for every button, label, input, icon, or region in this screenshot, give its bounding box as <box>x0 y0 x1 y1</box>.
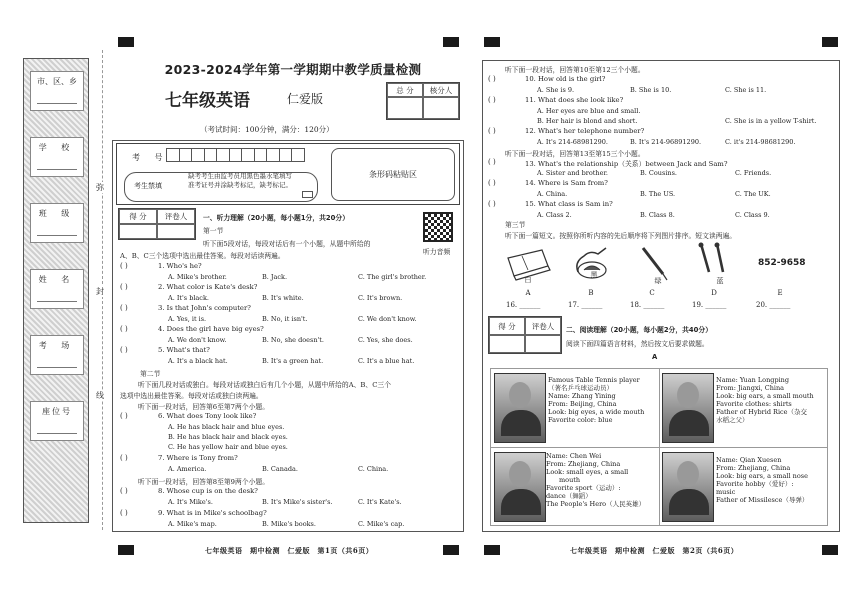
total-score-box <box>386 82 460 120</box>
side-label: 座位号 <box>42 407 72 416</box>
answer-blank[interactable]: ( ) <box>120 487 128 495</box>
qr-code <box>423 212 453 242</box>
answer-blank-18[interactable]: 18. ______ <box>630 301 665 309</box>
option-c: C. China. <box>358 465 389 473</box>
option-c: C. He has yellow hair and blue eyes. <box>168 443 288 451</box>
exam-number-label: 考 号 <box>132 153 169 162</box>
option-a: A. China. <box>537 190 568 198</box>
question-text: 4. Does the girl have big eyes? <box>158 325 264 333</box>
exam-number-grid[interactable] <box>166 148 304 162</box>
answer-blank[interactable]: ( ) <box>488 127 496 135</box>
option-c: C. It's Kate's. <box>358 498 402 506</box>
photo-qian-xuesen <box>662 452 714 522</box>
picture-d-char: 蓝 <box>716 277 724 285</box>
option-a: A. Class 2. <box>537 211 572 219</box>
answer-blank[interactable]: ( ) <box>120 412 128 420</box>
sec2-instruction: 听下面几段对话或独白。每段对话或独白后有几个小题，从题中所给的A、B、C三个 <box>138 381 391 389</box>
profile-line: Famous Table Tennis player <box>548 376 640 384</box>
option-b: B. He has black hair and black eyes. <box>168 433 288 441</box>
exam-info: （考试时间：100分钟，满分：120分） <box>200 125 334 134</box>
question-text: 7. Where is Tony from? <box>158 454 238 462</box>
registration-mark <box>118 37 134 47</box>
profile-line: Favorite hobby（爱好）: <box>716 480 794 488</box>
profile-line: Look: big ears, a small nose <box>716 472 808 480</box>
profile-line: Name: Qian Xuesen <box>716 456 782 464</box>
score-field[interactable] <box>489 335 525 353</box>
answer-blank[interactable]: ( ) <box>488 96 496 104</box>
binding-char-3: 线 <box>96 391 104 400</box>
option-c: C. Yes, she does. <box>358 336 413 344</box>
answer-blank-19[interactable]: 19. ______ <box>692 301 727 309</box>
profile-chen-wei <box>546 452 645 508</box>
answer-blank[interactable]: ( ) <box>120 304 128 312</box>
answer-blank-16[interactable]: 16. ______ <box>506 301 541 309</box>
side-field-seat <box>30 401 84 441</box>
profile-line: Look: small eyes, a small <box>546 468 629 476</box>
answer-blank[interactable]: ( ) <box>488 158 496 166</box>
profile-line: Father of Missilesce（导弹） <box>716 496 809 504</box>
option-a: A. Her eyes are blue and small. <box>537 107 641 115</box>
answer-blank[interactable]: ( ) <box>120 325 128 333</box>
profile-line: 水稻之父） <box>716 416 749 424</box>
profile-line: From: Zhejiang, China <box>716 464 791 472</box>
side-label: 考 场 <box>38 341 76 350</box>
answer-blank[interactable]: ( ) <box>488 179 496 187</box>
profile-line: （著名乒乓球运动员） <box>548 384 613 392</box>
student-info-strip <box>23 58 89 523</box>
registration-mark <box>822 545 838 555</box>
option-a: A. He has black hair and blue eyes. <box>168 423 285 431</box>
total-label: 总 分 <box>387 83 423 97</box>
grader-label: 评卷人 <box>157 209 195 224</box>
question-text: 15. What class is Sam in? <box>525 200 613 208</box>
profile-line: mouth <box>546 476 581 484</box>
instruction-10: 听下面一段对话，回答第10至第12三个小题。 <box>505 66 645 74</box>
option-a: A. We don't know. <box>168 336 227 344</box>
score-label: 得 分 <box>119 209 157 224</box>
forbid-text: 缺考考生由监考员用黑色墨水笔填写准考证号并涂缺考标记，缺考标记。 <box>188 172 292 189</box>
option-c: C. Friends. <box>735 169 772 177</box>
profile-line: Look: big eyes, a wide mouth <box>548 408 645 416</box>
option-b: B. It's Mike's sister's. <box>262 498 333 506</box>
option-a: A. Mike's brother. <box>168 273 227 281</box>
barcode-label: 条形码粘贴区 <box>369 170 417 179</box>
grader-field[interactable] <box>525 335 561 353</box>
option-c: C. It's a blue hat. <box>358 357 415 365</box>
option-a: A. It's 214-68981290. <box>537 138 608 146</box>
reading-section-a: A <box>652 353 658 361</box>
photo-yuan-longping <box>662 373 714 443</box>
profile-line: music <box>716 488 736 496</box>
page-2-footer: 七年级英语 期中检测 仁爱版 第2页（共6页） <box>570 546 739 555</box>
profile-line: Father of Hybrid Rice（杂交 <box>716 408 808 416</box>
profile-line: Favorite sport（运动）: <box>546 484 621 492</box>
profile-line: From: Zhejiang, China <box>546 460 621 468</box>
answer-blank[interactable]: ( ) <box>120 262 128 270</box>
option-a: A. Sister and brother. <box>537 169 608 177</box>
sec1-instruction: A、B、C三个选项中选出最佳答案。每段对话读两遍。 <box>120 252 285 260</box>
registration-mark <box>822 37 838 47</box>
option-b: B. No, she doesn't. <box>262 336 324 344</box>
option-b: B. Jack. <box>262 273 288 281</box>
checker-field[interactable] <box>423 97 459 119</box>
profile-line: Name: Zhang Yining <box>548 392 616 400</box>
total-field[interactable] <box>387 97 423 119</box>
answer-blank-20[interactable]: 20. ______ <box>756 301 791 309</box>
profile-qian-xuesen <box>716 456 808 504</box>
registration-mark <box>443 37 459 47</box>
registration-mark <box>484 545 500 555</box>
score-label: 得 分 <box>489 317 525 335</box>
part2-heading: 二、阅读理解（20小题，每小题2分，共40分） <box>566 326 712 334</box>
option-a: A. She is 9. <box>537 86 575 94</box>
picture-label: B <box>588 289 594 297</box>
question-text: 10. How old is the girl? <box>525 75 606 83</box>
option-b: B. She is 10. <box>630 86 672 94</box>
option-c: C. The girl's brother. <box>358 273 427 281</box>
profile-line: The People's Hero（人民英雄） <box>546 500 646 508</box>
registration-mark <box>484 37 500 47</box>
profile-line: Favorite color: blue <box>548 416 613 424</box>
binding-char-2: 封 <box>96 287 104 296</box>
absent-checkbox[interactable] <box>302 191 313 198</box>
side-field-name <box>30 269 84 309</box>
question-text: 6. What does Tony look like? <box>158 412 257 420</box>
option-b: B. Class 8. <box>640 211 675 219</box>
option-a: A. America. <box>168 465 207 473</box>
option-b: B. Canada. <box>262 465 298 473</box>
option-c: C. It's brown. <box>358 294 403 302</box>
checker-label: 核分人 <box>423 83 459 97</box>
option-b: B. It's 214-96891290. <box>630 138 702 146</box>
question-text: 3. Is that John's computer? <box>158 304 251 312</box>
option-c: C. The UK. <box>735 190 771 198</box>
grade-box <box>488 316 562 354</box>
exam-title: 2023-2024学年第一学期期中教学质量检测 <box>164 62 422 77</box>
profile-zhang-yining <box>548 376 644 424</box>
subject-title: 七年级英语 <box>165 91 250 111</box>
question-text: 12. What's her telephone number? <box>525 127 645 135</box>
option-b: B. No, it isn't. <box>262 315 308 323</box>
barcode-area <box>331 148 455 201</box>
option-c: C. Class 9. <box>735 211 770 219</box>
option-c: C. She is 11. <box>725 86 767 94</box>
score-field[interactable] <box>119 224 157 239</box>
photo-zhang-yining <box>494 373 546 443</box>
option-b: B. Her hair is blond and short. <box>537 117 638 125</box>
side-field-school <box>30 137 84 177</box>
picture-a-char: 白 <box>524 276 532 284</box>
forbid-label: 考生禁填 <box>134 182 162 190</box>
option-b: B. Cousins. <box>640 169 677 177</box>
sec1-instruction: 听下面5段对话，每段对话后有一个小题，从题中所给的 <box>203 240 371 248</box>
instruction-8: 听下面一段对话，回答第8至第9两个小题。 <box>138 478 269 486</box>
option-a: A. It's black. <box>168 294 209 302</box>
option-c: C. Mike's cap. <box>358 520 405 528</box>
profile-line: Favorite clothes: shirts <box>716 400 792 408</box>
answer-blank[interactable]: ( ) <box>120 283 128 291</box>
question-text: 13. What's the relationship（关系）between Jack and Sam? <box>525 160 728 168</box>
picture-label: E <box>777 289 783 297</box>
registration-mark <box>443 545 459 555</box>
side-label: 学 校 <box>38 143 76 152</box>
picture-b-char: 黑 <box>590 271 598 279</box>
option-c: C. it's 214-98681290. <box>725 138 796 146</box>
answer-blank[interactable]: ( ) <box>488 75 496 83</box>
qr-caption: 听力音频 <box>423 248 451 256</box>
side-label: 班 级 <box>38 209 76 218</box>
profile-line: Name: Chen Wei <box>546 452 602 460</box>
part2-instruction: 阅读下面四篇语言材料，然后按文后要求做题。 <box>566 340 709 348</box>
option-a: A. Mike's map. <box>168 520 217 528</box>
grader-label: 评卷人 <box>525 317 561 335</box>
grader-field[interactable] <box>157 224 195 239</box>
profile-line: From: Jiangxi, China <box>716 384 785 392</box>
question-text: 8. Whose cup is on the desk? <box>158 487 258 495</box>
side-field-room <box>30 335 84 375</box>
page-1-footer: 七年级英语 期中检测 仁爱版 第1页（共6页） <box>205 546 374 555</box>
question-text: 2. What color is Kate's desk? <box>158 283 258 291</box>
option-c: C. She is in a yellow T-shirt. <box>725 117 817 125</box>
answer-blank-17[interactable]: 17. ______ <box>568 301 603 309</box>
answer-blank[interactable]: ( ) <box>120 346 128 354</box>
sec2-title: 第二节 <box>140 370 161 378</box>
sec2-instruction: 选项中选出最佳答案。每段对话或独白读两遍。 <box>120 392 263 400</box>
profile-line: From: Beijing, China <box>548 400 617 408</box>
picture-label: C <box>649 289 655 297</box>
option-c: C. We don't know. <box>358 315 417 323</box>
side-field-class <box>30 203 84 243</box>
option-a: A. It's a black hat. <box>168 357 228 365</box>
question-text: 9. What is in Mike's schoolbag? <box>158 509 267 517</box>
sec3-instruction: 听下面一篇短文。按照你所听内容的先后顺序将下列图片排序。短文读两遍。 <box>505 232 737 240</box>
option-b: B. It's a green hat. <box>262 357 324 365</box>
side-field-district <box>30 71 84 111</box>
sec2-instruction: 听下面一段对话，回答第6至第7两个小题。 <box>138 403 269 411</box>
question-text: 14. Where is Sam from? <box>525 179 608 187</box>
profile-line: dance（舞蹈） <box>546 492 592 500</box>
option-a: A. Yes, it is. <box>168 315 207 323</box>
registration-mark <box>118 545 134 555</box>
side-label: 市、区、乡 <box>37 77 77 86</box>
profile-yuan-longping <box>716 376 814 424</box>
answer-blank[interactable]: ( ) <box>488 200 496 208</box>
answer-blank[interactable]: ( ) <box>120 454 128 462</box>
picture-label: A <box>525 289 531 297</box>
question-text: 1. Who's he? <box>158 262 202 270</box>
profile-grid-divider <box>490 447 828 448</box>
question-text: 11. What does she look like? <box>525 96 624 104</box>
binding-char-1: 弥 <box>96 183 104 192</box>
side-label: 姓 名 <box>38 275 76 284</box>
sec1-title: 第一节 <box>203 227 224 235</box>
question-text: 5. What's that? <box>158 346 210 354</box>
profile-line: Name: Yuan Longping <box>716 376 790 384</box>
option-b: B. The US. <box>640 190 676 198</box>
part1-heading: 一、听力理解（20小题，每小题1分，共20分） <box>203 214 349 222</box>
photo-chen-wei <box>494 452 546 522</box>
grade-box <box>118 208 196 240</box>
picture-e-phone: 852-9658 <box>758 258 806 268</box>
profile-line: Look: big ears, a small mouth <box>716 392 814 400</box>
answer-blank[interactable]: ( ) <box>120 509 128 517</box>
option-a: A. It's Mike's. <box>168 498 213 506</box>
sec3-title: 第三节 <box>505 221 526 229</box>
picture-c-char: 绿 <box>654 277 662 285</box>
option-b: B. It's white. <box>262 294 304 302</box>
option-b: B. Mike's books. <box>262 520 316 528</box>
picture-label: D <box>711 289 717 297</box>
instruction-13: 听下面一段对话，回答第13至第15三个小题。 <box>505 150 645 158</box>
edition-title: 仁爱版 <box>287 92 324 106</box>
